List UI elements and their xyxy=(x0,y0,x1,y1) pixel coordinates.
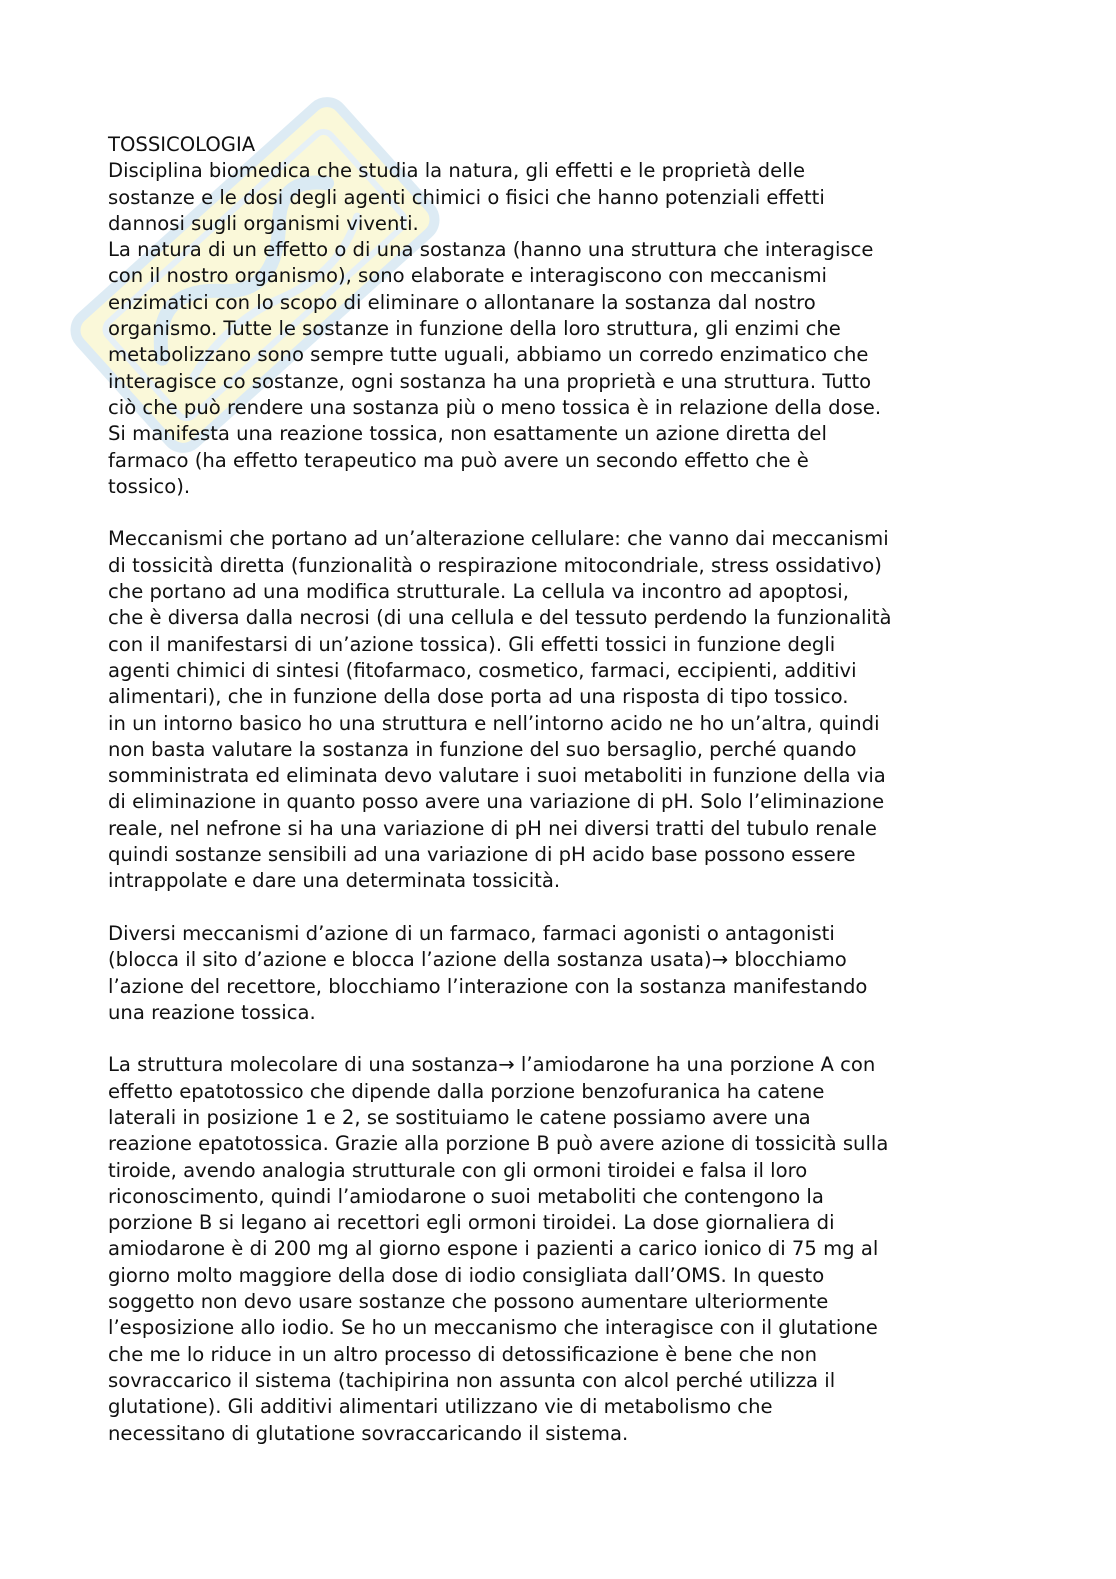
document-title: TOSSICOLOGIA xyxy=(108,133,256,156)
paragraph-intro: Disciplina biomedica che studia la natura, gli effetti e le proprietà delle sostanze e le dosi degli agenti chimici o fisici che hanno potenziali effetti dannosi sugli organismi viventi. La natura di un effetto o di una sostanza (hanno una struttura che interagisce con il nostro organismo), sono elaborate e interagiscono con meccanismi enzimatici con lo scopo di eliminare o allontanare la sostanza dal nostro organismo. Tutte le sostanze in funzione della loro struttura, gli enzimi che metabolizzano sono sempre tutte uguali, abbiamo un corredo enzimatico che interagisce co sostanze, ogni sostanza ha una proprietà e una struttura. Tutto ciò che può rendere una sostanza più o meno tossica è in relazione della dose. Si manifesta una reazione tossica, non esattamente un azione diretta del farmaco (ha effetto terapeutico ma può avere un secondo effetto che è tossico). xyxy=(108,159,882,498)
paragraph-cellular-mechanisms: Meccanismi che portano ad un’alterazione cellulare: che vanno dai meccanismi di tossicità diretta (funzionalità o respirazione mitocondriale, stress ossidativo) che portano ad una modifica strutturale. La cellula va incontro ad apoptosi, che è diversa dalla necrosi (di una cellula e del tessuto perdendo la funzionalità con il manifestarsi di un’azione tossica). Gli effetti tossici in funzione degli agenti chimici di sintesi (fitofarmaco, cosmetico, farmaci, eccipienti, additivi alimentari), che in funzione della dose porta ad una risposta di tipo tossico. in un intorno basico ho una struttura e nell’intorno acido ne ho un’altra, quindi non basta valutare la sostanza in funzione del suo bersaglio, perché quando somministrata ed eliminata devo valutare i suoi metaboliti in funzione della via di eliminazione in quanto posso avere una variazione di pH. Solo l’eliminazione reale, nel nefrone si ha una variazione di pH nei diversi tratti del tubulo renale quindi sostanze sensibili ad una variazione di pH acido base possono essere intrappolate e dare una determinata tossicità. xyxy=(108,527,892,893)
paragraph-amiodarone: La struttura molecolare di una sostanza→ l’amiodarone ha una porzione A con effetto epatotossico che dipende dalla porzione benzofuranica ha catene laterali in posizione 1 e 2, se sostituiamo le catene possiamo avere una reazione epatotossica. Grazie alla porzione B può avere azione di tossicità sulla tiroide, avendo analogia strutturale con gli ormoni tiroidei e falsa il loro riconoscimento, quindi l’amiodarone o suoi metaboliti che contengono la porzione B si legano ai recettori egli ormoni tiroidei. La dose giornaliera di amiodarone è di 200 mg al giorno espone i pazienti a carico ionico di 75 mg al giorno molto maggiore della dose di iodio consigliata dall’OMS. In questo soggetto non devo usare sostanze che possono aumentare ulteriormente l’esposizione allo iodio. Se ho un meccanismo che interagisce con il glutatione che me lo riduce in un altro processo di detossificazione è bene che non sovraccarico il sistema (tachipirina non assunta con alcol perché utilizza il glutatione). Gli additivi alimentari utilizzano vie di metabolismo che necessitano di glutatione sovraccaricando il sistema. xyxy=(108,1053,889,1445)
paragraph-drug-mechanisms: Diversi meccanismi d’azione di un farmaco, farmaci agonisti o antagonisti (blocca il sito d’azione e blocca l’azione della sostanza usata)→ blocchiamo l’azione del recettore, blocchiamo l’interazione con la sostanza manifestando una reazione tossica. xyxy=(108,921,868,1024)
document-body xyxy=(108,132,1018,1447)
